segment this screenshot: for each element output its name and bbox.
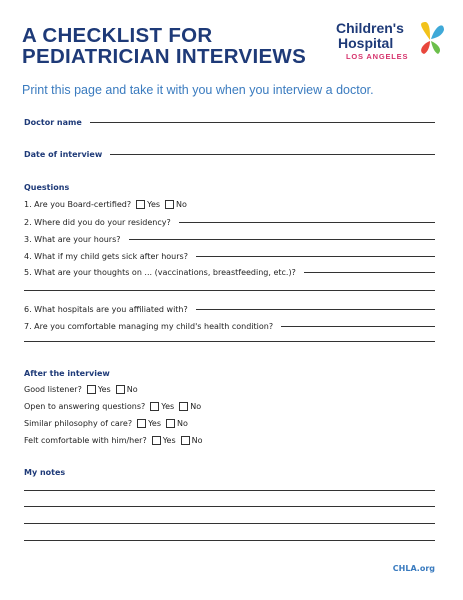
after-interview-heading: After the interview: [24, 369, 110, 378]
after-3-text: Similar philosophy of care?: [24, 418, 133, 428]
my-notes-heading: My notes: [24, 468, 66, 477]
q5-answer-line-2[interactable]: [24, 290, 435, 291]
notes-line-2[interactable]: [24, 506, 435, 507]
question-5-text: 5. What are your thoughts on ... (vaccinations, breastfeeding, etc.)?: [24, 267, 296, 277]
question-3: [24, 233, 435, 245]
q2-answer-line[interactable]: [179, 216, 435, 223]
logo-text-2: Hospital: [338, 35, 394, 51]
question-4-text: 4. What if my child gets sick after hours?: [24, 251, 188, 261]
question-7-text: 7. Are you comfortable managing my child's health condition?: [24, 321, 274, 331]
a3-yes-checkbox[interactable]: [137, 419, 146, 428]
doctor-name-label: Doctor name: [24, 117, 82, 127]
a4-no-label: No: [191, 435, 203, 445]
intro-text: Print this page and take it with you when you interview a doctor.: [22, 83, 374, 97]
q1-yes-label: Yes: [147, 199, 161, 209]
question-2: [24, 216, 435, 228]
notes-line-4[interactable]: [24, 540, 435, 541]
logo-text-1: Children's: [336, 20, 404, 36]
a2-no-label: No: [190, 401, 202, 411]
after-3: [24, 417, 188, 429]
question-4: [24, 250, 435, 262]
q1-no-checkbox[interactable]: [165, 200, 174, 209]
a3-yes-label: Yes: [148, 418, 162, 428]
question-3-text: 3. What are your hours?: [24, 234, 121, 244]
q1-no-label: No: [176, 199, 187, 209]
a3-no-label: No: [177, 418, 188, 428]
date-field[interactable]: [24, 148, 435, 160]
chla-logo: [336, 20, 446, 64]
q6-answer-line[interactable]: [196, 303, 435, 310]
a2-yes-checkbox[interactable]: [150, 402, 159, 411]
question-2-text: 2. Where did you do your residency?: [24, 217, 171, 227]
notes-line-3[interactable]: [24, 523, 435, 524]
butterfly-icon: [416, 20, 446, 60]
a1-no-label: No: [126, 384, 138, 394]
notes-line-1[interactable]: [24, 490, 435, 491]
a2-yes-label: Yes: [161, 401, 175, 411]
doctor-name-field[interactable]: [24, 116, 435, 128]
a2-no-checkbox[interactable]: [179, 402, 188, 411]
date-label: Date of interview: [24, 149, 103, 159]
a4-yes-label: Yes: [162, 435, 176, 445]
question-6: [24, 303, 435, 315]
title-line-2: PEDIATRICIAN INTERVIEWS: [22, 45, 307, 68]
q1-yes-checkbox[interactable]: [136, 200, 145, 209]
question-1-text: 1. Are you Board-certified?: [24, 199, 132, 209]
questions-heading: Questions: [24, 183, 70, 192]
question-7: [24, 320, 435, 332]
question-1: [24, 198, 187, 210]
after-1-text: Good listener?: [24, 384, 82, 394]
after-1: [24, 383, 138, 395]
footer-url: CHLA.org: [392, 564, 435, 573]
a1-no-checkbox[interactable]: [116, 385, 125, 394]
a1-yes-label: Yes: [97, 384, 111, 394]
question-5: [24, 266, 435, 278]
after-4: [24, 434, 203, 446]
question-6-text: 6. What hospitals are you affiliated with?: [24, 304, 188, 314]
q7-answer-line[interactable]: [281, 320, 435, 327]
a4-yes-checkbox[interactable]: [152, 436, 161, 445]
page-title: [22, 25, 306, 67]
q5-answer-line[interactable]: [304, 266, 435, 273]
title-line-1: A CHECKLIST FOR: [22, 24, 213, 47]
q7-answer-line-2[interactable]: [24, 341, 435, 342]
after-2-text: Open to answering questions?: [24, 401, 146, 411]
after-4-text: Felt comfortable with him/her?: [24, 435, 147, 445]
q3-answer-line[interactable]: [129, 233, 436, 240]
logo-text-3: LOS ANGELES: [346, 52, 409, 61]
doctor-name-line[interactable]: [90, 116, 435, 123]
after-2: [24, 400, 201, 412]
a1-yes-checkbox[interactable]: [87, 385, 96, 394]
date-line[interactable]: [110, 148, 435, 155]
a3-no-checkbox[interactable]: [166, 419, 175, 428]
a4-no-checkbox[interactable]: [181, 436, 190, 445]
q4-answer-line[interactable]: [196, 250, 435, 257]
